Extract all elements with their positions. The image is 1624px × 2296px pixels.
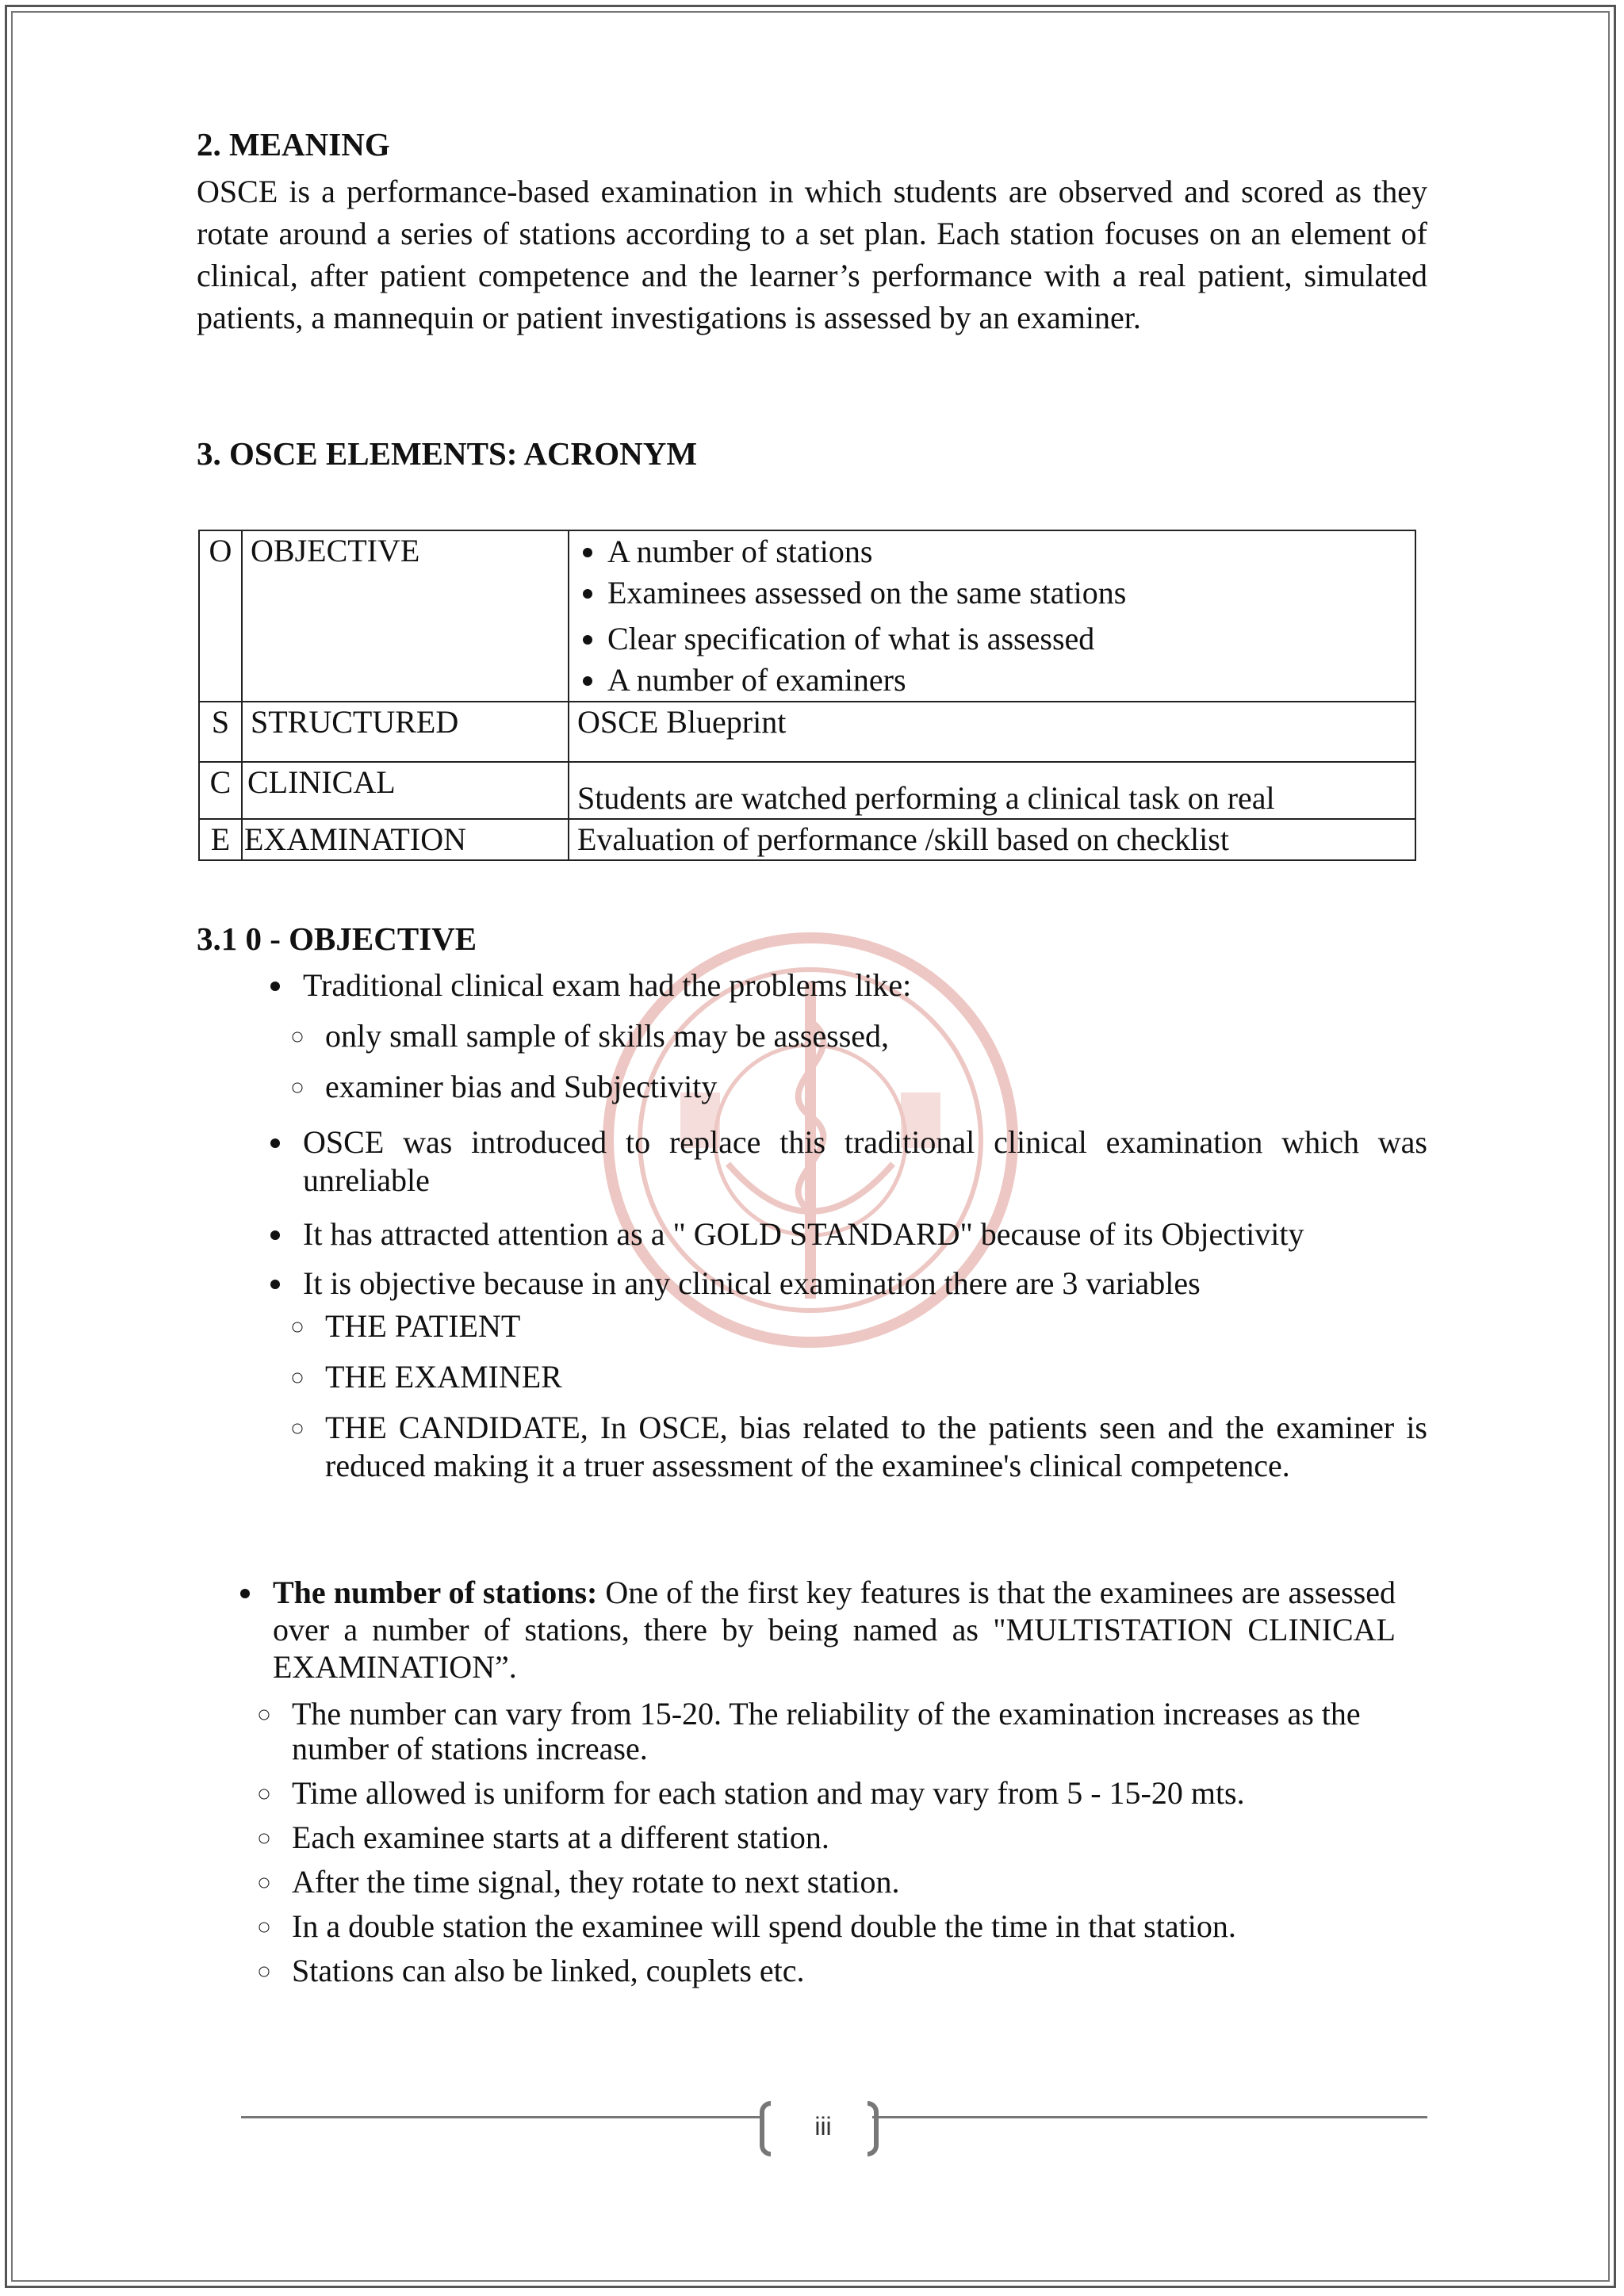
acronym-table [198,530,1416,861]
list-item: ◦ In a double station the examinee will spend double the time in that station. [284,1909,1396,1944]
list-item: ◦ After the time signal, they rotate to next station. [284,1865,1396,1900]
acronym-letter: O [199,530,242,702]
list-item: ◦ The number can vary from 15-20. The reliability of the examination increases as the number of stations increase. [284,1697,1396,1766]
table-row [199,762,1415,819]
objective-list [197,966,1427,1485]
meaning-heading: 2. MEANING [197,126,390,163]
list-item: ◦ THE PATIENT [317,1307,1427,1345]
stations-section [197,1574,1396,1998]
sub-list [282,1017,1427,1106]
footer-rule-right [872,2116,1427,2118]
list-item [295,966,1427,1106]
table-row [199,702,1415,762]
acronym-heading: 3. OSCE ELEMENTS: ACRONYM [197,435,698,472]
list-item-text: Traditional clinical exam had the problems like: [303,967,912,1004]
list-item: • Examinees assessed on the same stations [607,572,1407,614]
list-item: • It has attracted attention as a " GOLD STANDARD" because of its Objectivity [295,1215,1427,1253]
acronym-description [569,530,1415,702]
list-item: ◦ Each examinee starts at a different station. [284,1820,1396,1855]
sub-list [252,1697,1396,1988]
list-item: • A number of examiners [607,660,1407,701]
list-item: ◦ only small sample of skills may be assessed, [317,1017,1427,1055]
acronym-description: Evaluation of performance /skill based on checklist [569,819,1415,860]
acronym-section [197,434,1427,473]
acronym-letter: C [199,762,242,819]
footer-bracket-left [760,2101,771,2156]
list-item: ◦ THE CANDIDATE, In OSCE, bias related to the patients seen and the examiner is reduced making it a truer assessment of the examinee's clinical competence. [317,1409,1427,1485]
acronym-word: STRUCTURED [242,702,569,762]
acronym-description: Students are watched performing a clinical task on real [569,762,1415,819]
footer-rule-left [241,2116,761,2118]
list-item: • Clear specification of what is assessed [607,618,1407,660]
list-item: • OSCE was introduced to replace this traditional clinical examination which was unreliable [295,1123,1427,1200]
page-number: iii [814,2112,832,2141]
sub-list [282,1307,1427,1485]
list-item: • A number of stations [607,531,1407,572]
list-item: ◦ Time allowed is uniform for each station and may vary from 5 - 15-20 mts. [284,1776,1396,1811]
acronym-description: OSCE Blueprint [569,702,1415,762]
meaning-section [197,125,1427,339]
list-item: ◦ THE EXAMINER [317,1358,1427,1396]
acronym-word: EXAMINATION [242,819,569,860]
list-item: ◦ Stations can also be linked, couplets etc. [284,1954,1396,1988]
table-row [199,819,1415,860]
stations-list [197,1574,1396,1988]
acronym-word: OBJECTIVE [242,530,569,702]
objective-heading: 3.1 0 - OBJECTIVE [197,920,477,957]
list-item: ◦ examiner bias and Subjectivity [317,1068,1427,1106]
meaning-paragraph: OSCE is a performance-based examination in which students are observed and scored as they rotate around a series of stations according to a set plan. Each station focuses on an element of clinical, after patient competence and the learner’s performance with a real patient, simulated patients, a mannequin or patient investigations is assessed by an examiner. [197,174,1427,336]
objective-section [197,920,1427,1498]
stations-bold-label: The number of stations: [273,1575,598,1610]
acronym-letter: E [199,819,242,860]
list-item-text: It is objective because in any clinical examination there are 3 variables [303,1265,1201,1302]
footer-bracket-right [868,2101,879,2156]
list-item [295,1265,1427,1485]
acronym-word: CLINICAL [242,762,569,819]
stations-text: One of the first key features is that the examinees are assessed over a number of stations, there by being named as "MULTISTATION CLINICAL EXAMINATION”. [273,1575,1396,1685]
table-row [199,530,1415,702]
acronym-letter: S [199,702,242,762]
list-item [265,1574,1396,1988]
